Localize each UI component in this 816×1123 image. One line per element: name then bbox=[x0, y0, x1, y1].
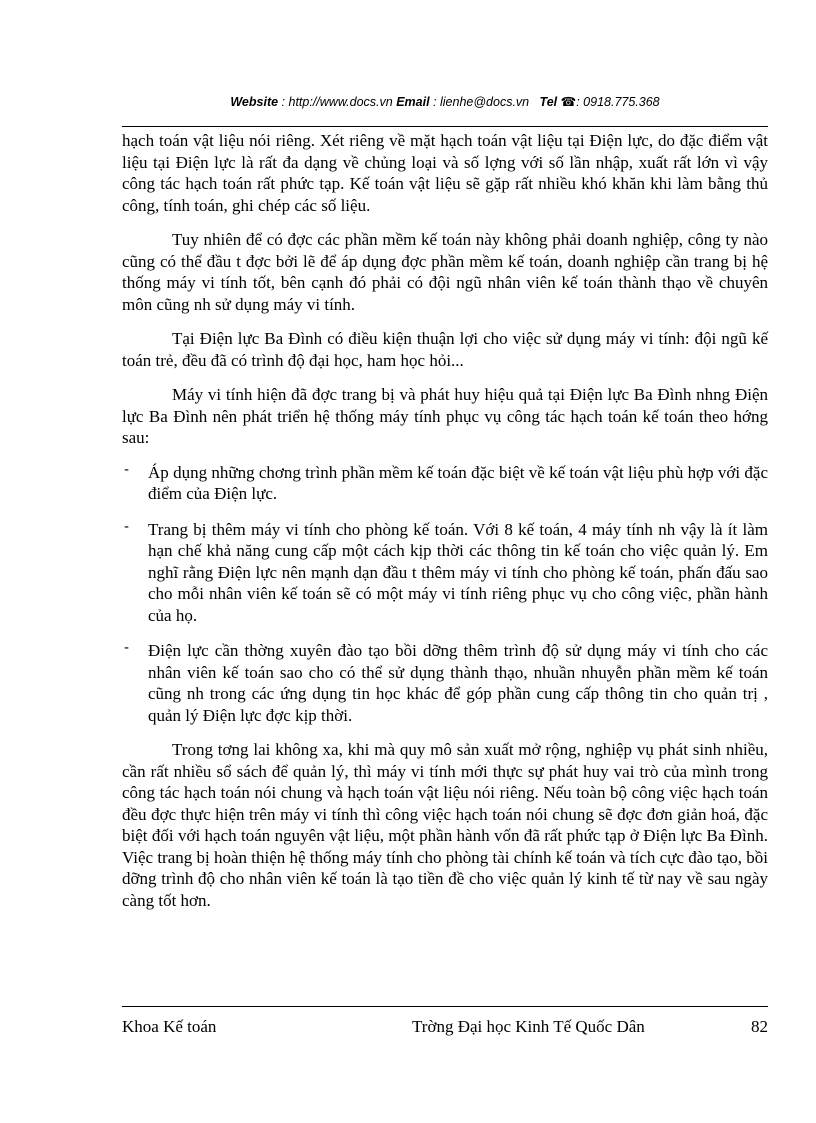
paragraph-4: Máy vi tính hiện đã đợc trang bị và phát huy hiệu quả tại Điện lực Ba Đình nhng Điện lực Ba Đình nên phát triển hệ thống máy tính phục vụ công tác hạch toán kế toán theo hớng sau: bbox=[122, 385, 768, 447]
footer-department: Khoa Kế toán bbox=[122, 1017, 217, 1036]
header-divider bbox=[122, 126, 768, 127]
tel-label: Tel bbox=[539, 95, 558, 109]
paragraph-1: hạch toán vật liệu nói riêng. Xét riêng về mặt hạch toán vật liệu tại Điện lực, do đặc điểm vật liệu tại Điện lực là rất đa dạng về chủng loại và số lợng với số lần nhập, xuất rất lớn vì vậy công tác hạch toán rất phức tạp. Kế toán vật liệu sẽ gặp rất nhiều khó khăn khi làm bằng thủ công, tính toán, ghi chép các số liệu. bbox=[122, 131, 768, 215]
email-label: Email bbox=[396, 95, 430, 109]
bullet-marker: - bbox=[124, 518, 130, 535]
website-value[interactable]: : http://www.docs.vn bbox=[281, 95, 393, 109]
bullet-list bbox=[122, 462, 768, 727]
bullet-item bbox=[122, 640, 768, 726]
bullet-text: Trang bị thêm máy vi tính cho phòng kế toán. Với 8 kế toán, 4 máy tính nh vậy là ít làm hạn chế khả năng cung cấp một cách kịp thời các thông tin kế toán cho việc quản lý. Em nghĩ rằng Điện lực nên mạnh dạn đầu t thêm máy vi tính cho phòng kế toán, phấn đấu sao cho mỗi nhân viên kế toán sẽ có một máy vi tính riêng phục vụ cho công việc, phần hành của họ. bbox=[148, 519, 768, 625]
paragraph-5: Trong tơng lai không xa, khi mà quy mô sản xuất mở rộng, nghiệp vụ phát sinh nhiều, cần rất nhiều sổ sách để quản lý, thì máy vi tính mới thực sự phát huy vai trò của mình trong công tác hạch toán nói chung và hạch toán vật liệu nói riêng. Nếu toàn bộ công việc hạch toán đều đợc thực hiện trên máy vi tính thì công việc hạch toán nói chung sẽ đợc đơn giản hoá, đặc biệt đối với hạch toán nguyên vật liệu, một phần hành vốn đã rất phức tạp ở Điện lực Ba Đình. Việc trang bị hoàn thiện hệ thống máy tính cho phòng tài chính kế toán và tích cực đào tạo, bồi dỡng trình độ cho nhân viên kế toán là tạo tiền đề cho việc quản lý kinh tế từ nay về sau ngày càng tốt hơn. bbox=[122, 740, 768, 910]
page-header bbox=[122, 94, 768, 109]
bullet-marker: - bbox=[124, 640, 130, 656]
tel-value: : 0918.775.368 bbox=[576, 95, 660, 109]
paragraph-3: Tại Điện lực Ba Đình có điều kiện thuận lợi cho việc sử dụng máy vi tính: đội ngũ kế toán trẻ, đều đã có trình độ đại học, ham học hỏi... bbox=[122, 329, 768, 370]
bullet-marker: - bbox=[124, 461, 130, 478]
phone-icon: ☎ bbox=[560, 95, 577, 109]
document-body bbox=[122, 130, 768, 911]
footer-divider bbox=[122, 1006, 768, 1007]
bullet-text: Điện lực cần thờng xuyên đào tạo bồi dỡng thêm trình độ sử dụng máy vi tính cho các nhân viên kế toán sao cho có thể sử dụng thành thạo, nhuần nhuyễn phần mềm kế toán cũng nh trong các ứng dụng tin học khác để góp phần cung cấp thông tin cho quản trị , quản lý Điện lực đợc kịp thời. bbox=[148, 641, 768, 725]
footer-university: Trờng Đại học Kinh Tế Quốc Dân bbox=[412, 1017, 645, 1036]
paragraph-2: Tuy nhiên để có đợc các phần mềm kế toán này không phải doanh nghiệp, công ty nào cũng có thể đầu t đợc bởi lẽ để áp dụng đợc phần mềm kế toán, doanh nghiệp cần trang bị hệ thống máy vi tính tốt, bên cạnh đó phải có đội ngũ nhân viên kế toán thành thạo về chuyên môn cũng nh sử dụng máy vi tính. bbox=[122, 230, 768, 314]
bullet-item bbox=[122, 462, 768, 505]
bullet-item bbox=[122, 519, 768, 627]
bullet-text: Áp dụng những chơng trình phần mềm kế toán đặc biệt về kế toán vật liệu phù hợp với đặc điểm của Điện lực. bbox=[148, 462, 768, 503]
email-value[interactable]: : lienhe@docs.vn bbox=[433, 95, 530, 109]
page-number: 82 bbox=[751, 1017, 768, 1036]
website-label: Website bbox=[230, 95, 279, 109]
